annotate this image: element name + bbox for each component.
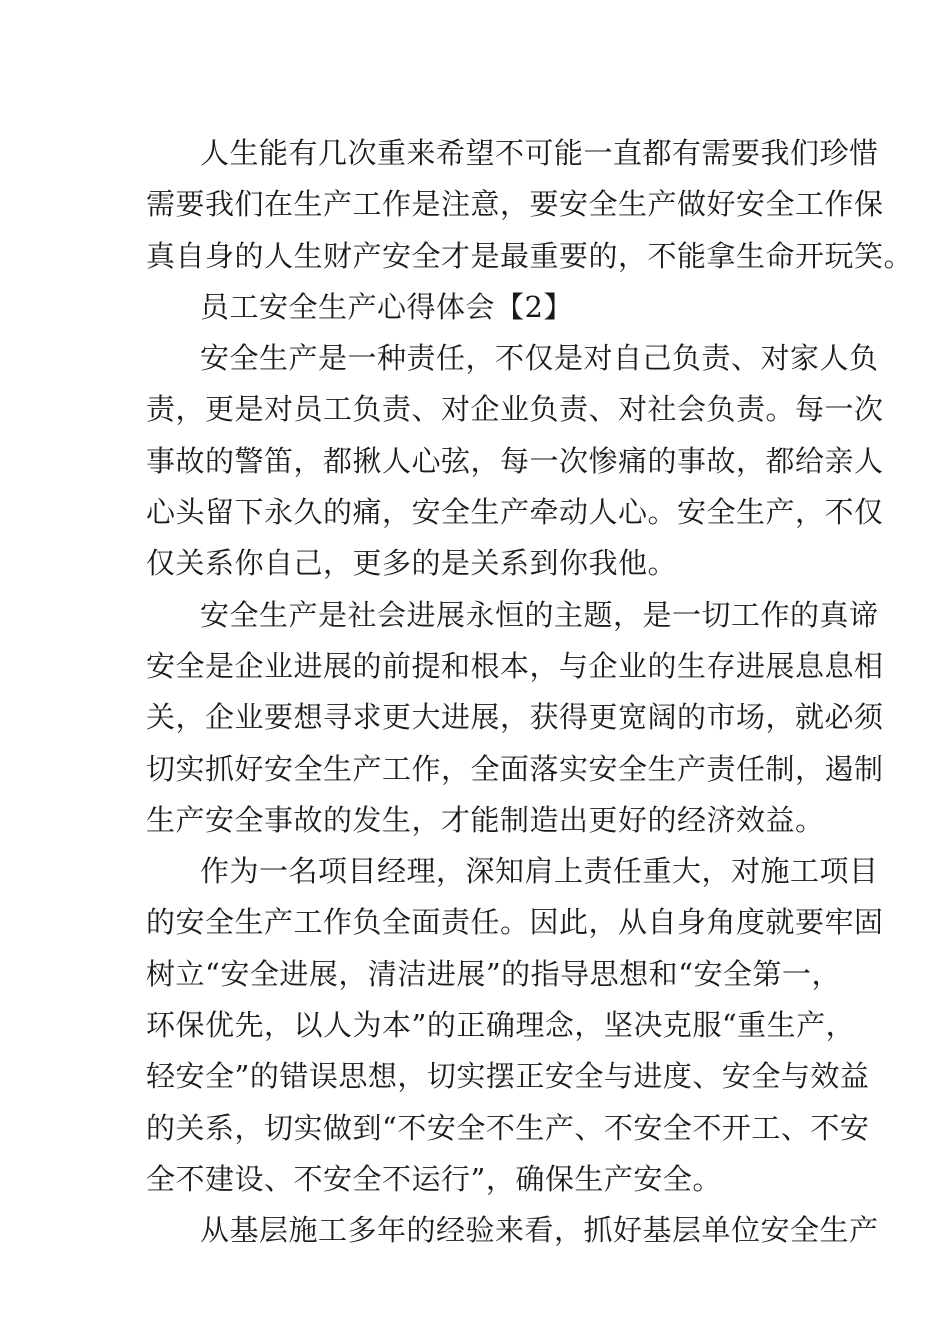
- text-line: 事故的警笛，都揪人心弦，每一次惨痛的事故，都给亲人: [146, 443, 884, 478]
- text-line: 从基层施工多年的经验来看，抓好基层单位安全生产: [200, 1213, 879, 1248]
- text-line: 生产安全事故的发生，才能制造出更好的经济效益。: [146, 802, 825, 837]
- text-line: 全不建设、不安全不运行”，确保生产安全。: [146, 1161, 722, 1196]
- text-line: 环保优先，以人为本”的正确理念，坚决克服“重生产，: [146, 1008, 856, 1043]
- text-line: 切实抓好安全生产工作，全面落实安全生产责任制，遏制: [146, 751, 884, 786]
- text-line: 的关系，切实做到“不安全不生产、不安全不开工、不安: [146, 1110, 870, 1145]
- section-heading: 员工安全生产心得体会【2】: [200, 289, 573, 324]
- text-line: 人生能有几次重来希望不可能一直都有需要我们珍惜: [200, 136, 879, 170]
- text-line: 的安全生产工作负全面责任。因此，从自身角度就要牢固: [146, 905, 884, 940]
- text-line: 安全是企业进展的前提和根本，与企业的生存进展息息相: [146, 648, 884, 683]
- text-line: 真自身的人生财产安全才是最重要的，不能拿生命开玩笑。: [146, 238, 914, 273]
- text-line: 作为一名项目经理，深知肩上责任重大，对施工项目: [200, 854, 879, 889]
- text-line: 树立“安全进展，清洁进展”的指导思想和“安全第一，: [146, 956, 841, 991]
- text-line: 轻安全”的错误思想，切实摆正安全与进度、安全与效益: [146, 1059, 870, 1094]
- document-body: [146, 128, 914, 1257]
- text-line: 关，企业要想寻求更大进展，获得更宽阔的市场，就必须: [146, 700, 884, 735]
- text-line: 安全生产是社会进展永恒的主题，是一切工作的真谛: [200, 597, 879, 632]
- text-line: 安全生产是一种责任，不仅是对自己负责、对家人负: [200, 341, 879, 376]
- text-line: 责，更是对员工负责、对企业负责、对社会负责。每一次: [146, 392, 884, 427]
- text-line: 心头留下永久的痛，安全生产牵动人心。安全生产，不仅: [146, 495, 884, 530]
- text-line: 需要我们在生产工作是注意，要安全生产做好安全工作保: [146, 187, 884, 222]
- text-line: 仅关系你自己，更多的是关系到你我他。: [146, 546, 678, 581]
